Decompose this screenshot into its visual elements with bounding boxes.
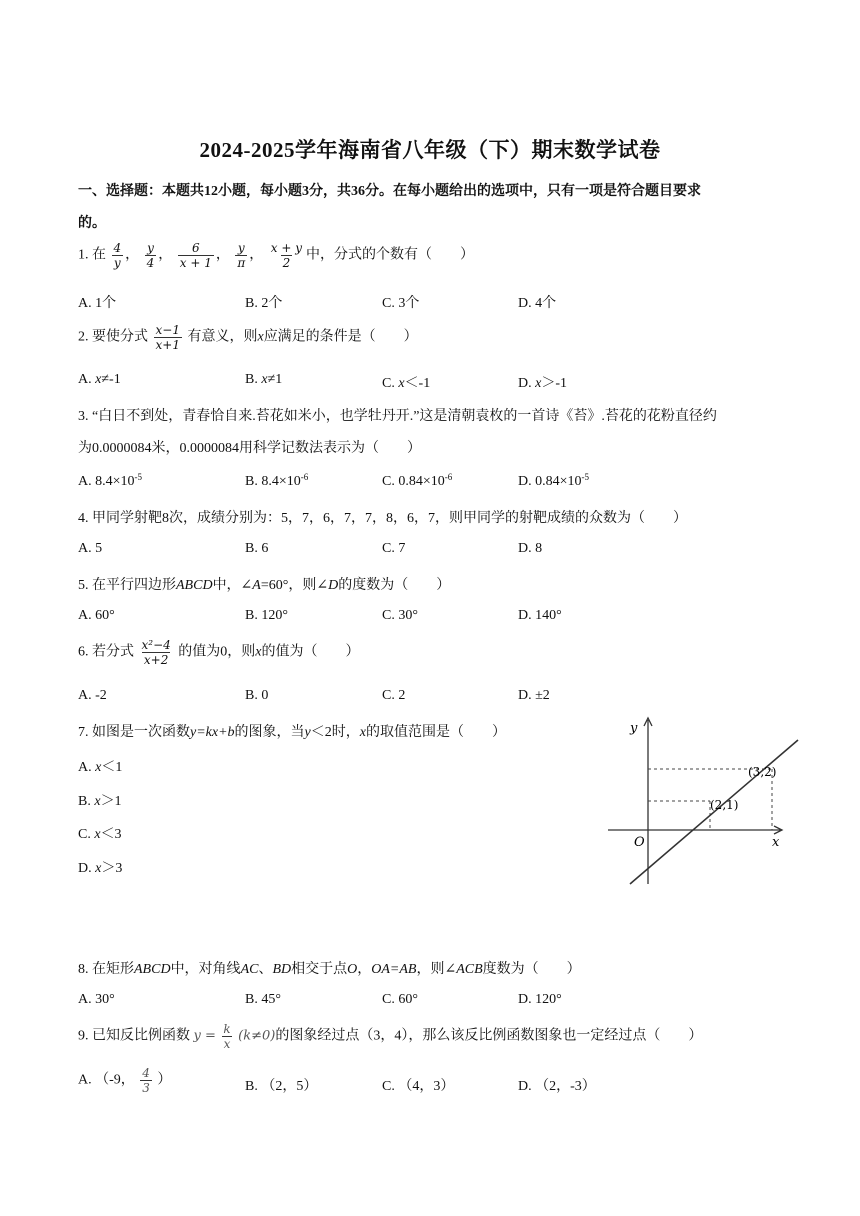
q2-option-b[interactable]: B. x≠1 [245,372,283,387]
q1-option-b[interactable]: B. 2个 [245,296,283,311]
q2-option-d[interactable]: D. x＞-1 [518,376,568,391]
fraction: $\frac{4}{3}$ [142,1066,150,1095]
q6-option-b[interactable]: B. 0 [245,688,269,703]
q9-option-b[interactable]: B. （2，5） [245,1079,318,1094]
q4-option-c[interactable]: C. 7 [382,541,406,556]
q4-option-b[interactable]: B. 6 [245,541,269,556]
question-5: 5. 在平行四边形ABCD中，∠A=60°，则∠D的度数为（ ） [78,578,451,593]
q5-option-c[interactable]: C. 30° [382,608,418,623]
q6-option-d[interactable]: D. ±2 [518,688,550,703]
q6-option-c[interactable]: C. 2 [382,688,406,703]
q7-option-a[interactable]: A. x＜1 [78,760,123,775]
fraction: $\frac{x-1}{x+1}$ [155,323,180,352]
q8-option-c[interactable]: C. 60° [382,992,418,1007]
q2-option-a[interactable]: A. x≠-1 [78,372,121,387]
section-heading: 一、选择题：本题共12小题，每小题3分，共36分。在每小题给出的选项中，只有一项是符合题目要求 [78,184,701,199]
point-label-3-2: (3,2) [748,765,777,779]
q4-option-d[interactable]: D. 8 [518,541,543,556]
q1-option-c[interactable]: C. 3个 [382,296,420,311]
fraction: $\frac{x + y}{2}$ [270,241,302,270]
question-1: 1. 在 $\frac{4}{y}$ ， $\frac{y}{4}$ ， $\frac{6}{x + 1}$ ， $\frac{y}{\pi}$ ， $\frac{x + y}{2}$ 中，分式的个数有（ ） [78,241,474,270]
fraction: $\frac{4}{y}$ [113,241,122,270]
fraction: $\frac{y}{4}$ [146,241,155,270]
q5-option-d[interactable]: D. 140° [518,608,562,623]
q8-option-a[interactable]: A. 30° [78,992,115,1007]
q8-option-d[interactable]: D. 120° [518,992,562,1007]
page-title: 2024-2025学年海南省八年级（下）期末数学试卷 [199,138,661,162]
fraction: $\frac{\text{x²−4}}{x+2}$ [141,638,171,667]
q9-option-c[interactable]: C. （4，3） [382,1079,455,1094]
q7-option-b[interactable]: B. x＞1 [78,794,122,809]
q7-option-c[interactable]: C. x＜3 [78,827,122,842]
q7-option-d[interactable]: D. x＞3 [78,861,123,876]
function-line [630,740,798,884]
q3-option-c[interactable]: C. $0.84\times 10^{-6}$ [382,472,453,489]
question-3: 3. “白日不到处，青春恰自来.苔花如米小，也学牡丹开.”这是清朝袁枚的一首诗《苔》.苔花的花粉直径约 [78,409,717,424]
question-2: 2. 要使分式 $\frac{x-1}{x+1}$ 有意义，则x应满足的条件是（ ） [78,323,418,352]
q2-option-c[interactable]: C. x＜-1 [382,376,431,391]
q9-option-d[interactable]: D. （2，-3） [518,1079,596,1094]
question-7: 7. 如图是一次函数y=kx+b的图象，当y＜2时，x的取值范围是（ ） [78,725,506,740]
question-9: 9. 已知反比例函数 y = $\frac{k}{x}$ (k≠0)的图象经过点（3，4），那么该反比例函数图象也一定经过点（ ） [78,1022,703,1051]
q3-option-a[interactable]: A. $8.4\times 10^{-5}$ [78,472,143,489]
question-4: 4. 甲同学射靶8次，成绩分别为：5，7，6，7，7，8，6，7，则甲同学的射靶成绩的众数为（ ） [78,511,687,526]
x-axis-label: x [772,835,780,850]
q1-option-a[interactable]: A. 1个 [78,296,117,311]
q1-option-d[interactable]: D. 4个 [518,296,557,311]
fraction: $\frac{y}{\pi}$ [237,241,246,270]
q5-option-b[interactable]: B. 120° [245,608,288,623]
q4-option-a[interactable]: A. 5 [78,541,103,556]
fraction: $\frac{6}{x + 1}$ [179,241,212,270]
q3-option-b[interactable]: B. $8.4\times 10^{-6}$ [245,472,309,489]
origin-label: O [634,835,645,850]
q3-option-d[interactable]: D. $0.84\times 10^{-5}$ [518,472,590,489]
section-heading-cont: 的。 [78,216,106,231]
q8-option-b[interactable]: B. 45° [245,992,281,1007]
point-label-2-1: (2,1) [710,798,739,812]
linear-function-graph [600,712,800,892]
question-3-cont: 为0.0000084米，0.0000084用科学记数法表示为（ ） [78,441,421,456]
question-8: 8. 在矩形ABCD中，对角线AC、BD相交于点O，OA=AB，则∠ACB度数为（ ） [78,962,581,977]
y-axis-label: y [630,721,638,736]
q9-option-a[interactable]: A. （-9， $\frac{4}{3}$ ） [78,1066,172,1095]
fraction: $\frac{k}{x}$ [223,1022,231,1051]
q5-option-a[interactable]: A. 60° [78,608,115,623]
q6-option-a[interactable]: A. -2 [78,688,107,703]
question-6: 6. 若分式 $\frac{\text{x²−4}}{x+2}$ 的值为0，则x的值为（ ） [78,638,360,667]
